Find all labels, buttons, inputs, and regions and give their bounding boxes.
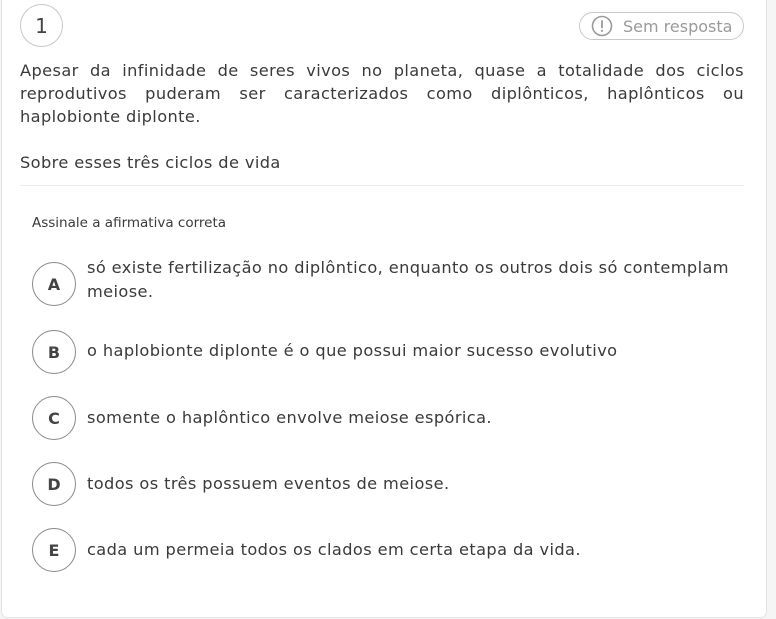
alternative-e[interactable]	[32, 528, 732, 572]
alternative-d[interactable]	[32, 462, 732, 506]
alternative-a[interactable]	[32, 258, 732, 306]
alternative-b[interactable]	[32, 330, 732, 374]
alternative-letter[interactable]: C	[32, 396, 76, 440]
alternative-letter[interactable]: D	[32, 462, 76, 506]
answer-status-label: Sem resposta	[623, 16, 733, 36]
alternative-letter[interactable]: B	[32, 330, 76, 374]
instruction-label: Assinale a afirmativa correta	[32, 215, 227, 231]
question-number: 1	[20, 4, 63, 47]
alternative-c[interactable]	[32, 396, 732, 440]
alternative-letter[interactable]: A	[32, 262, 76, 306]
alternative-text[interactable]: só existe fertilização no diplôntico, enquanto os outros dois só contemplam meiose.	[87, 258, 729, 301]
alternative-letter[interactable]: E	[32, 528, 76, 572]
alert-circle-icon	[591, 15, 613, 37]
statement-text: Apesar da infinidade de seres vivos no planeta, quase a totalidade dos ciclos reprodutivos puderam ser caracterizados como diplônticos, haplônticos ou haplobionte diplonte.	[20, 61, 744, 126]
alternative-text[interactable]: todos os três possuem eventos de meiose.	[87, 474, 450, 493]
question-statement	[20, 59, 744, 128]
answer-status-badge	[579, 12, 744, 40]
question-prompt: Sobre esses três ciclos de vida	[20, 153, 281, 172]
divider	[20, 185, 744, 186]
alternative-text[interactable]: cada um permeia todos os clados em certa etapa da vida.	[87, 540, 581, 559]
alternative-text[interactable]: o haplobionte diplonte é o que possui maior sucesso evolutivo	[87, 341, 618, 360]
question-card	[1, 0, 767, 618]
alternative-text[interactable]: somente o haplôntico envolve meiose espórica.	[87, 408, 492, 427]
